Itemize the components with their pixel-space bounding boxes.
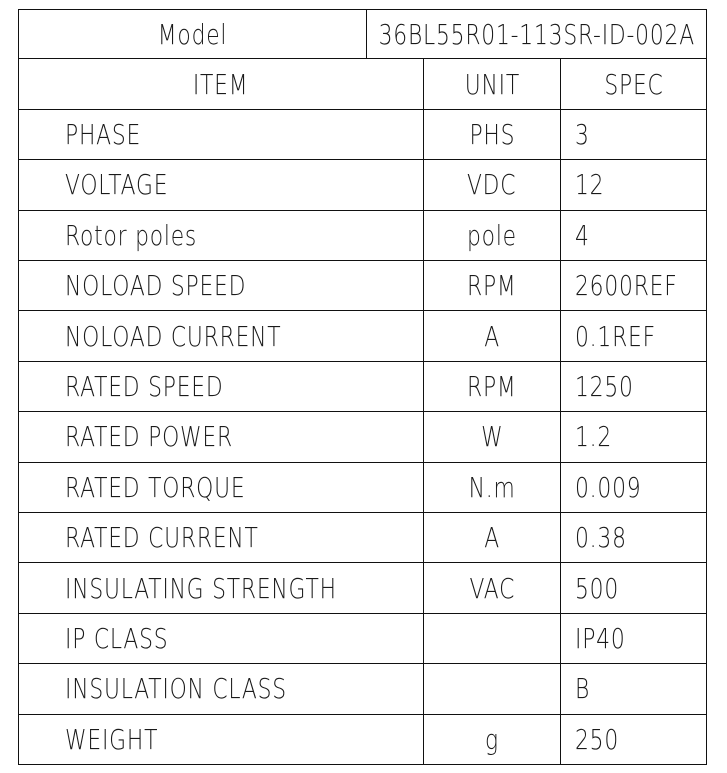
item-cell — [19, 563, 423, 612]
header-spec-cell — [560, 59, 706, 108]
item-text: NOLOAD CURRENT — [65, 319, 282, 353]
header-spec: SPEC — [603, 67, 664, 101]
spec-cell — [560, 513, 706, 562]
spec-cell — [560, 211, 706, 260]
unit-cell — [423, 261, 560, 310]
header-item-cell — [19, 59, 423, 108]
item-cell — [19, 160, 423, 209]
item-cell — [19, 110, 423, 159]
unit-cell — [423, 614, 560, 663]
table-row — [18, 715, 707, 765]
item-text: Rotor poles — [65, 218, 198, 252]
table-row — [18, 664, 707, 714]
unit-text: g — [485, 722, 499, 756]
spec-text: 1.2 — [575, 420, 613, 454]
unit-text: W — [480, 420, 504, 454]
motor-spec-table — [18, 9, 707, 765]
unit-cell — [423, 563, 560, 612]
spec-text: 0.009 — [575, 470, 642, 504]
table-row — [18, 513, 707, 563]
spec-text: 4 — [575, 218, 590, 252]
item-cell — [19, 261, 423, 310]
model-value-cell — [367, 10, 706, 58]
table-row — [18, 311, 707, 361]
header-item: ITEM — [193, 67, 249, 101]
item-text: PHASE — [65, 117, 142, 151]
table-row — [18, 614, 707, 664]
unit-cell — [423, 311, 560, 360]
spec-cell — [560, 463, 706, 512]
table-row — [18, 412, 707, 462]
item-cell — [19, 211, 423, 260]
spec-cell — [560, 160, 706, 209]
model-row — [18, 9, 707, 59]
model-label: Model — [157, 17, 228, 51]
item-cell — [19, 362, 423, 411]
spec-cell — [560, 412, 706, 461]
item-text: VOLTAGE — [65, 168, 169, 202]
spec-cell — [560, 715, 706, 764]
item-text: INSULATING STRENGTH — [65, 571, 337, 605]
spec-cell — [560, 261, 706, 310]
header-unit: UNIT — [464, 67, 520, 101]
unit-cell — [423, 362, 560, 411]
table-row — [18, 362, 707, 412]
spec-text: 500 — [575, 571, 620, 605]
table-row — [18, 463, 707, 513]
spec-cell — [560, 311, 706, 360]
unit-cell — [423, 412, 560, 461]
spec-cell — [560, 563, 706, 612]
item-cell — [19, 311, 423, 360]
table-row — [18, 563, 707, 613]
unit-cell — [423, 463, 560, 512]
item-text: INSULATION CLASS — [65, 672, 287, 706]
table-row — [18, 211, 707, 261]
header-row — [18, 59, 707, 109]
spec-text: 1250 — [575, 369, 634, 403]
header-unit-cell — [423, 59, 560, 108]
spec-cell — [560, 664, 706, 713]
item-text: RATED CURRENT — [65, 521, 259, 555]
item-text: RATED SPEED — [65, 369, 224, 403]
model-label-cell — [19, 10, 367, 58]
unit-cell — [423, 513, 560, 562]
item-cell — [19, 412, 423, 461]
unit-text: N.m — [468, 470, 516, 504]
item-cell — [19, 463, 423, 512]
spec-text: 250 — [575, 722, 620, 756]
item-cell — [19, 614, 423, 663]
spec-text: 0.38 — [575, 521, 627, 555]
unit-text: PHS — [469, 117, 515, 151]
item-cell — [19, 715, 423, 764]
unit-text: A — [484, 319, 500, 353]
unit-cell — [423, 715, 560, 764]
item-text: IP CLASS — [65, 621, 169, 655]
unit-cell — [423, 110, 560, 159]
table-row — [18, 160, 707, 210]
unit-cell — [423, 211, 560, 260]
model-value: 36BL55R01-113SR-ID-002A — [378, 17, 695, 51]
table-row — [18, 110, 707, 160]
spec-text: B — [575, 672, 591, 706]
spec-cell — [560, 110, 706, 159]
spec-text: 0.1REF — [575, 319, 656, 353]
unit-cell — [423, 160, 560, 209]
spec-cell — [560, 362, 706, 411]
spec-text: 3 — [575, 117, 590, 151]
table-row — [18, 261, 707, 311]
unit-text: VAC — [469, 571, 515, 605]
unit-cell — [423, 664, 560, 713]
item-cell — [19, 513, 423, 562]
spec-cell — [560, 614, 706, 663]
item-cell — [19, 664, 423, 713]
item-text: RATED TORQUE — [65, 470, 246, 504]
item-text: NOLOAD SPEED — [65, 269, 247, 303]
unit-text: RPM — [467, 269, 517, 303]
item-text: WEIGHT — [65, 722, 159, 756]
spec-text: IP40 — [575, 621, 626, 655]
unit-text: RPM — [467, 369, 517, 403]
spec-text: 12 — [575, 168, 605, 202]
unit-text: VDC — [467, 168, 517, 202]
item-text: RATED POWER — [65, 420, 233, 454]
unit-text: pole — [467, 218, 517, 252]
unit-text: A — [484, 521, 500, 555]
spec-text: 2600REF — [575, 269, 678, 303]
